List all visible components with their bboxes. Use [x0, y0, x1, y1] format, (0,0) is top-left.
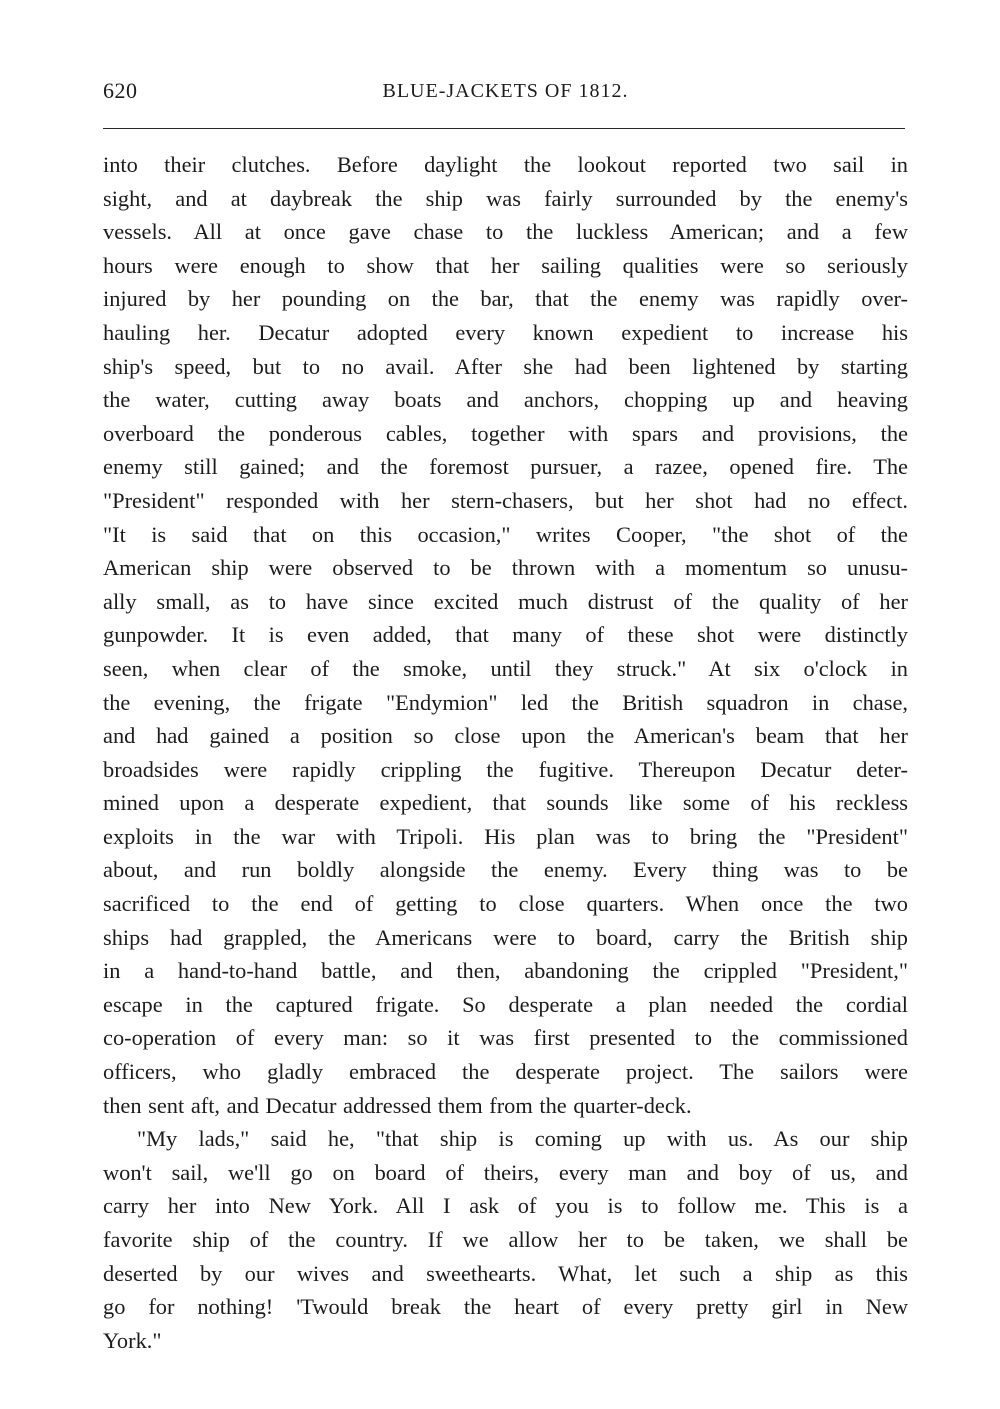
text-line: injured by her pounding on the bar, that the enemy was rapidly over-: [103, 286, 908, 312]
page-number: 620: [103, 78, 138, 103]
text-line: in a hand-to-hand battle, and then, abandoning the crippled "President,": [103, 958, 908, 984]
text-line: into their clutches. Before daylight the lookout reported two sail in: [103, 152, 908, 177]
text-line: escape in the captured frigate. So desperate a plan needed the cordial: [103, 991, 908, 1017]
text-line: mined upon a desperate expedient, that sounds like some of his reckless: [103, 790, 908, 816]
text-line: ally small, as to have since excited much distrust of the quality of her: [103, 588, 908, 614]
paragraph: [103, 148, 908, 1122]
body-text: [103, 148, 908, 1357]
text-line: American ship were observed to be thrown with a momentum so unusu-: [103, 555, 908, 581]
text-line: ship's speed, but to no avail. After she had been lightened by starting: [103, 353, 908, 379]
text-line: enemy still gained; and the foremost pursuer, a razee, opened fire. The: [103, 454, 908, 480]
text-line: "President" responded with her stern-chasers, but her shot had no effect.: [103, 487, 908, 513]
header-rule: [103, 128, 905, 129]
text-line: hauling her. Decatur adopted every known expedient to increase his: [103, 319, 908, 345]
text-line: the water, cutting away boats and anchors, chopping up and heaving: [103, 387, 908, 413]
text-line: favorite ship of the country. If we allow her to be taken, we shall be: [103, 1227, 908, 1252]
text-line: vessels. All at once gave chase to the luckless American; and a few: [103, 219, 908, 245]
text-line: sacrificed to the end of getting to close quarters. When once the two: [103, 891, 908, 917]
text-line: won't sail, we'll go on board of theirs, every man and boy of us, and: [103, 1159, 908, 1185]
text-line: officers, who gladly embraced the desperate project. The sailors were: [103, 1059, 908, 1085]
text-line: broadsides were rapidly crippling the fugitive. Thereupon Decatur deter-: [103, 756, 908, 782]
text-line: sight, and at daybreak the ship was fairly surrounded by the enemy's: [103, 185, 908, 211]
text-line: "My lads," said he, "that ship is coming up with us. As our ship: [137, 1126, 908, 1152]
text-line: exploits in the war with Tripoli. His plan was to bring the "President": [103, 823, 908, 849]
paragraph: [103, 1122, 908, 1357]
text-line: overboard the ponderous cables, together with spars and provisions, the: [103, 420, 908, 446]
running-head: [103, 78, 908, 110]
text-line: about, and run boldly alongside the enemy. Every thing was to be: [103, 857, 908, 883]
page-header-title: BLUE-JACKETS OF 1812.: [382, 80, 629, 102]
text-line: hours were enough to show that her sailing qualities were so seriously: [103, 252, 908, 278]
text-line: then sent aft, and Decatur addressed them from the quarter-deck.: [103, 1092, 692, 1118]
text-line: seen, when clear of the smoke, until they struck." At six o'clock in: [103, 655, 908, 681]
text-line: deserted by our wives and sweethearts. What, let such a ship as this: [103, 1260, 908, 1286]
text-line: "It is said that on this occasion," writes Cooper, "the shot of the: [103, 521, 908, 547]
text-line: gunpowder. It is even added, that many of these shot were distinctly: [103, 622, 908, 648]
text-line: carry her into New York. All I ask of you is to follow me. This is a: [103, 1193, 908, 1219]
text-line: and had gained a position so close upon the American's beam that her: [103, 723, 908, 749]
text-line: ships had grappled, the Americans were to board, carry the British ship: [103, 924, 908, 950]
text-line: co-operation of every man: so it was first presented to the commissioned: [103, 1025, 908, 1051]
text-line: York.": [103, 1327, 162, 1353]
text-line: the evening, the frigate "Endymion" led the British squadron in chase,: [103, 689, 908, 715]
text-line: go for nothing! 'Twould break the heart of every pretty girl in New: [103, 1294, 908, 1320]
